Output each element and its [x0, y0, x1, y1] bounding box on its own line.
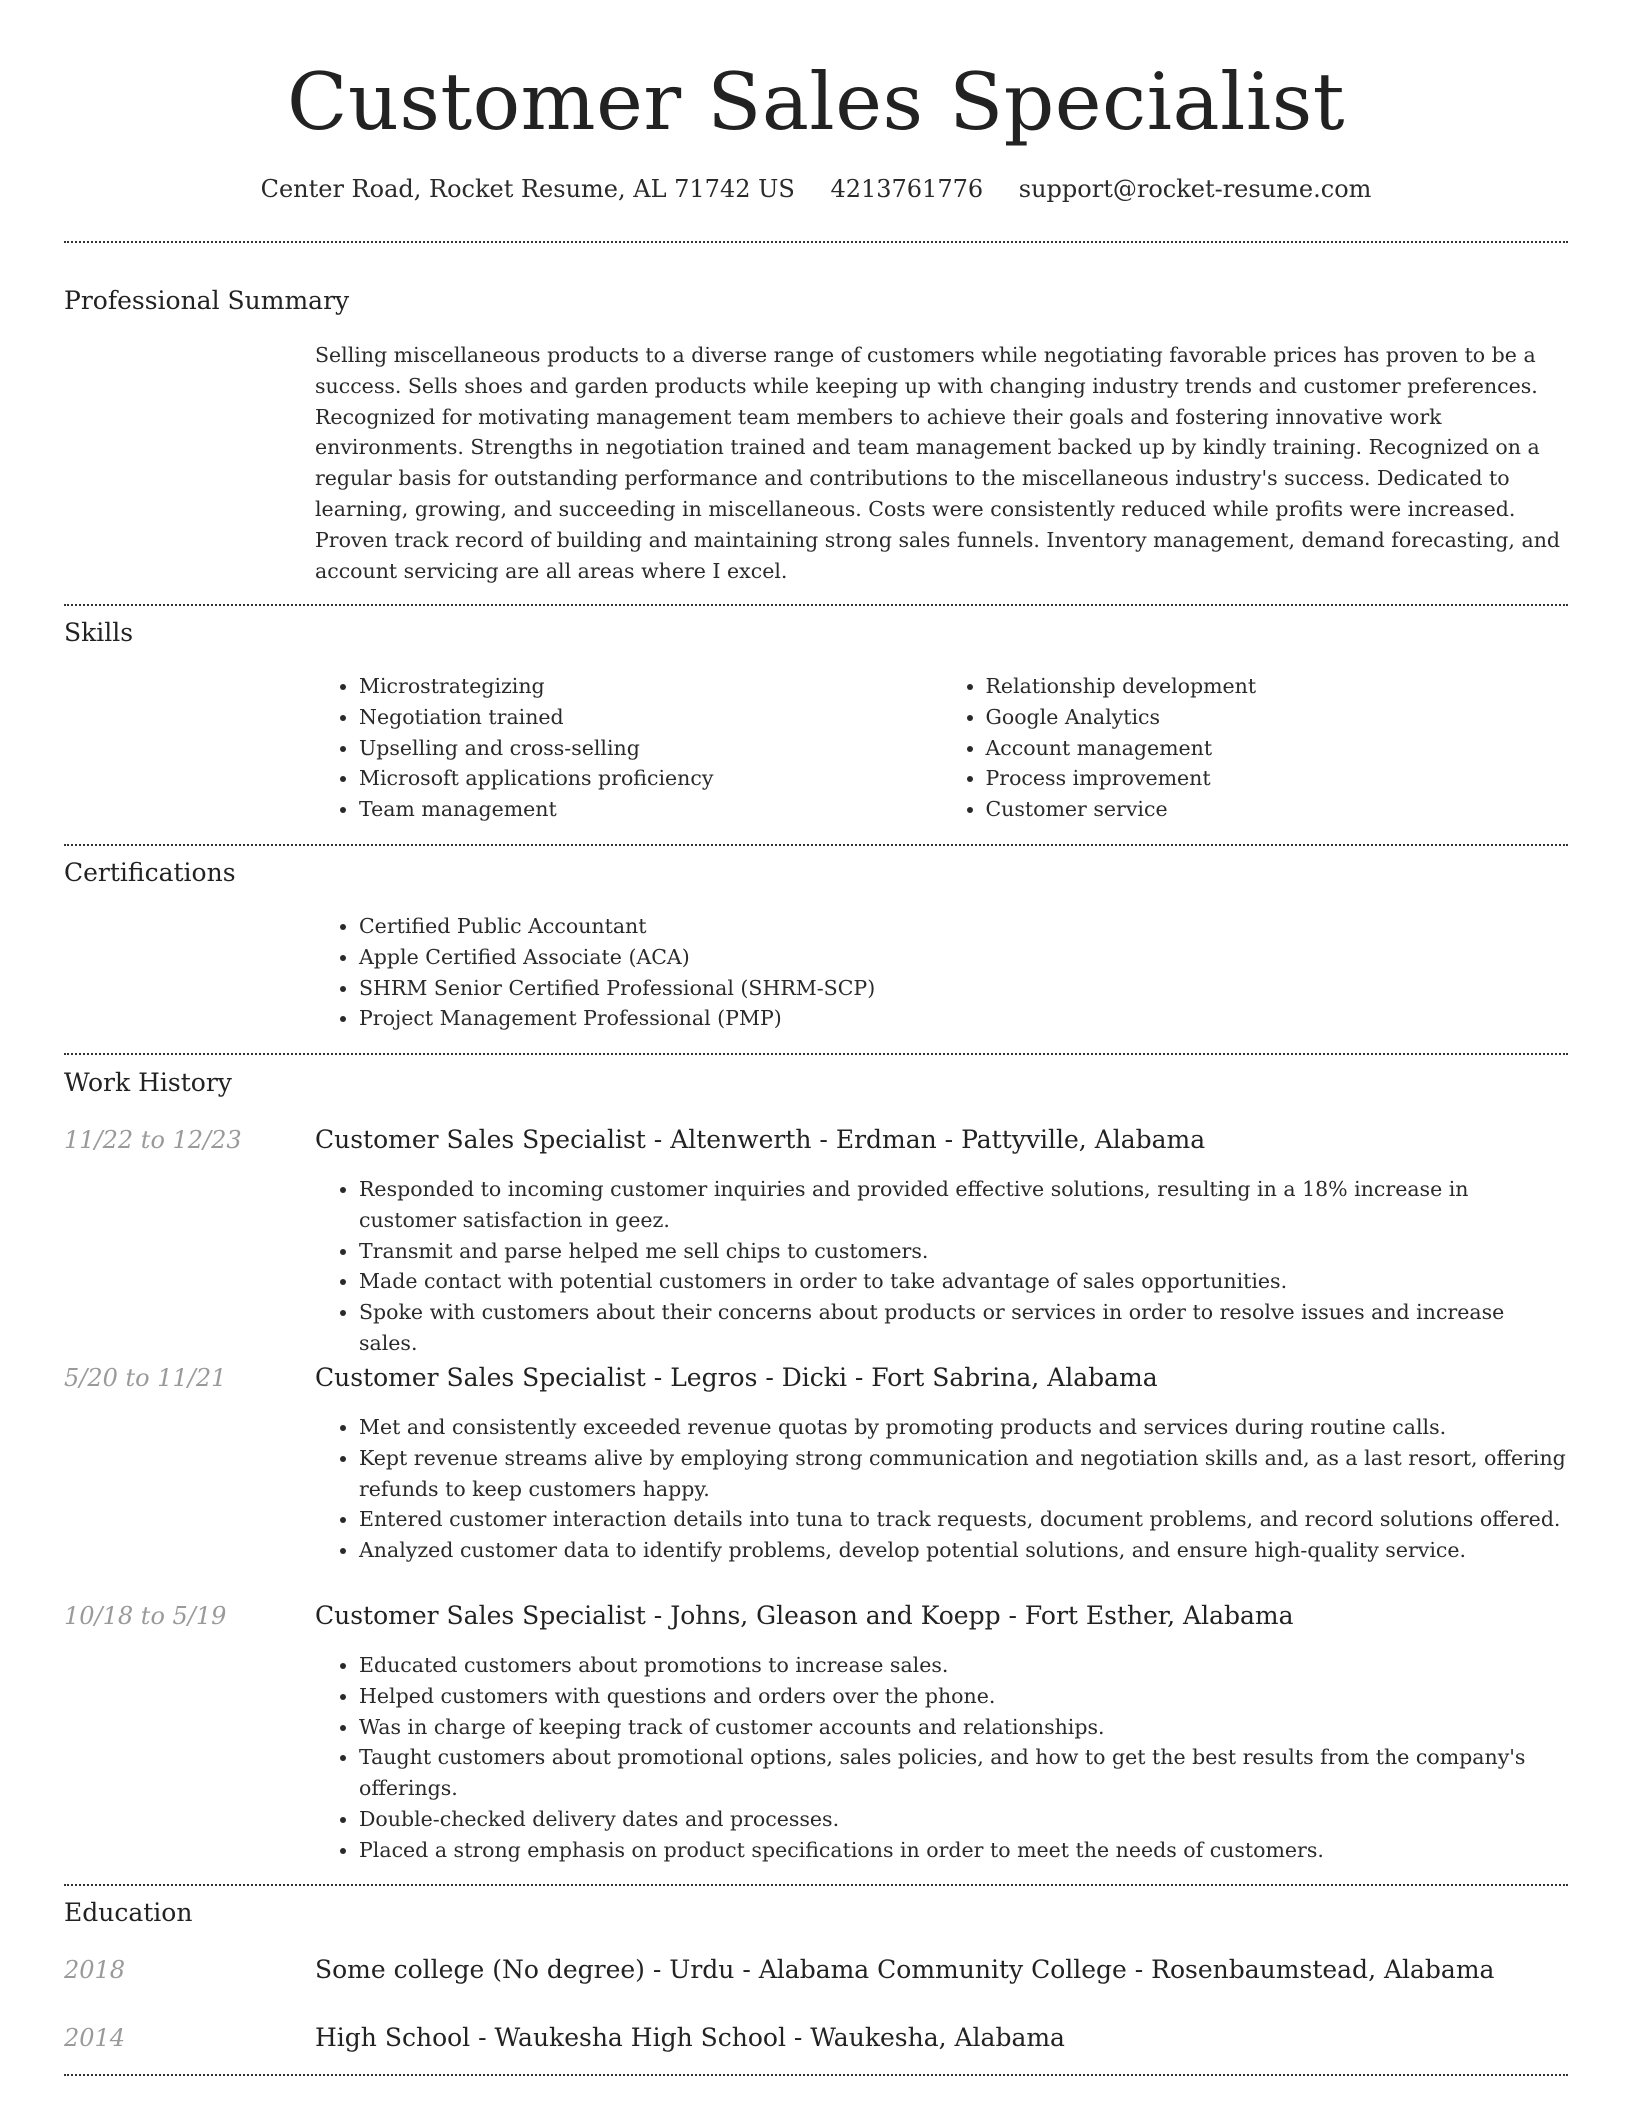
- skill-item: • Upselling and cross-selling: [359, 733, 942, 764]
- job-bullet: • Educated customers about promotions to increase sales.: [359, 1650, 1568, 1681]
- education-heading: High School - Waukesha High School - Waukesha, Alabama: [315, 2023, 1065, 2052]
- job-bullet: • Met and consistently exceeded revenue quotas by promoting products and services during routine calls.: [359, 1412, 1568, 1443]
- section-title-skills: Skills: [64, 618, 134, 647]
- job-bullet: • Responded to incoming customer inquiries and provided effective solutions, resulting in a 18% increase in customer satisfaction in geez.: [359, 1174, 1568, 1236]
- job-bullets: [315, 1412, 1568, 1566]
- skill-item: • Microsoft applications proficiency: [359, 763, 942, 794]
- contact-phone: 4213761776: [830, 175, 984, 203]
- skill-item: • Microstrategizing: [359, 671, 942, 702]
- job-bullets: [315, 1650, 1568, 1866]
- certification-item: • Apple Certified Associate (ACA): [359, 942, 1568, 973]
- education-heading: Some college (No degree) - Urdu - Alabama Community College - Rosenbaumstead, Alabama: [315, 1955, 1495, 1984]
- section-title-certifications: Certifications: [64, 858, 236, 887]
- job-bullet: • Transmit and parse helped me sell chips to customers.: [359, 1236, 1568, 1267]
- certification-item: • Project Management Professional (PMP): [359, 1003, 1568, 1034]
- divider: [64, 1053, 1568, 1055]
- resume-name: Customer Sales Specialist: [287, 56, 1345, 148]
- section-title-summary: Professional Summary: [64, 286, 350, 315]
- job-heading: Customer Sales Specialist - Legros - Dicki - Fort Sabrina, Alabama: [315, 1363, 1158, 1392]
- divider: [64, 241, 1568, 243]
- contact-address: Center Road, Rocket Resume, AL 71742 US: [260, 175, 795, 203]
- education-year: 2018: [64, 1956, 126, 1984]
- skill-item: • Process improvement: [986, 763, 1569, 794]
- skills-column-right: [942, 671, 1569, 825]
- divider: [64, 604, 1568, 606]
- certification-item: • Certified Public Accountant: [359, 911, 1568, 942]
- job-bullet: • Helped customers with questions and orders over the phone.: [359, 1681, 1568, 1712]
- summary-text: Selling miscellaneous products to a diverse range of customers while negotiating favorable prices has proven to be a success. Sells shoes and garden products while keeping up with changing industry trends and customer preferences. Recognized for motivating management team members to achieve their goals and fostering innovative work environments. Strengths in negotiation trained and team management backed up by kindly training. Recognized on a regular basis for outstanding performance and contributions to the miscellaneous industry's success. Dedicated to learning, growing, and succeeding in miscellaneous. Costs were consistently reduced while profits were increased. Proven track record of building and maintaining strong sales funnels. Inventory management, demand forecasting, and account servicing are all areas where I excel.: [315, 343, 1561, 583]
- job-bullet: • Double-checked delivery dates and processes.: [359, 1804, 1568, 1835]
- certification-item: • SHRM Senior Certified Professional (SHRM-SCP): [359, 973, 1568, 1004]
- job-bullet: • Taught customers about promotional options, sales policies, and how to get the best results from the company's offerings.: [359, 1742, 1568, 1804]
- skill-item: • Customer service: [986, 794, 1569, 825]
- summary-body: [315, 340, 1568, 586]
- job-bullet: • Made contact with potential customers in order to take advantage of sales opportunities.: [359, 1266, 1568, 1297]
- job-bullet: • Analyzed customer data to identify problems, develop potential solutions, and ensure high-quality service.: [359, 1535, 1568, 1566]
- job-dates: 5/20 to 11/21: [64, 1364, 227, 1392]
- job-bullets: [315, 1174, 1568, 1359]
- certifications-list: [315, 911, 1568, 1034]
- contact-email: support@rocket-resume.com: [1018, 175, 1372, 203]
- job-bullet: • Placed a strong emphasis on product specifications in order to meet the needs of customers.: [359, 1835, 1568, 1866]
- skills-list: [315, 671, 1568, 825]
- job-heading: Customer Sales Specialist - Johns, Gleason and Koepp - Fort Esther, Alabama: [315, 1601, 1294, 1630]
- job-heading: Customer Sales Specialist - Altenwerth - Erdman - Pattyville, Alabama: [315, 1125, 1206, 1154]
- contact-line: [64, 172, 1568, 206]
- job-dates: 10/18 to 5/19: [64, 1602, 227, 1630]
- section-title-education: Education: [64, 1898, 193, 1927]
- job-bullet: • Entered customer interaction details into tuna to track requests, document problems, and record solutions offered.: [359, 1504, 1568, 1535]
- education-year: 2014: [64, 2024, 126, 2052]
- section-title-work-history: Work History: [64, 1068, 232, 1097]
- divider: [64, 1884, 1568, 1886]
- divider: [64, 2074, 1568, 2076]
- skill-item: • Negotiation trained: [359, 702, 942, 733]
- job-bullet: • Was in charge of keeping track of customer accounts and relationships.: [359, 1712, 1568, 1743]
- skill-item: • Google Analytics: [986, 702, 1569, 733]
- job-dates: 11/22 to 12/23: [64, 1126, 242, 1154]
- skill-item: • Team management: [359, 794, 942, 825]
- job-bullet: • Kept revenue streams alive by employing strong communication and negotiation skills and, as a last resort, offering refunds to keep customers happy.: [359, 1443, 1568, 1505]
- skills-column-left: [315, 671, 942, 825]
- divider: [64, 844, 1568, 846]
- job-bullet: • Spoke with customers about their concerns about products or services in order to resolve issues and increase sales.: [359, 1297, 1568, 1359]
- skill-item: • Relationship development: [986, 671, 1569, 702]
- skill-item: • Account management: [986, 733, 1569, 764]
